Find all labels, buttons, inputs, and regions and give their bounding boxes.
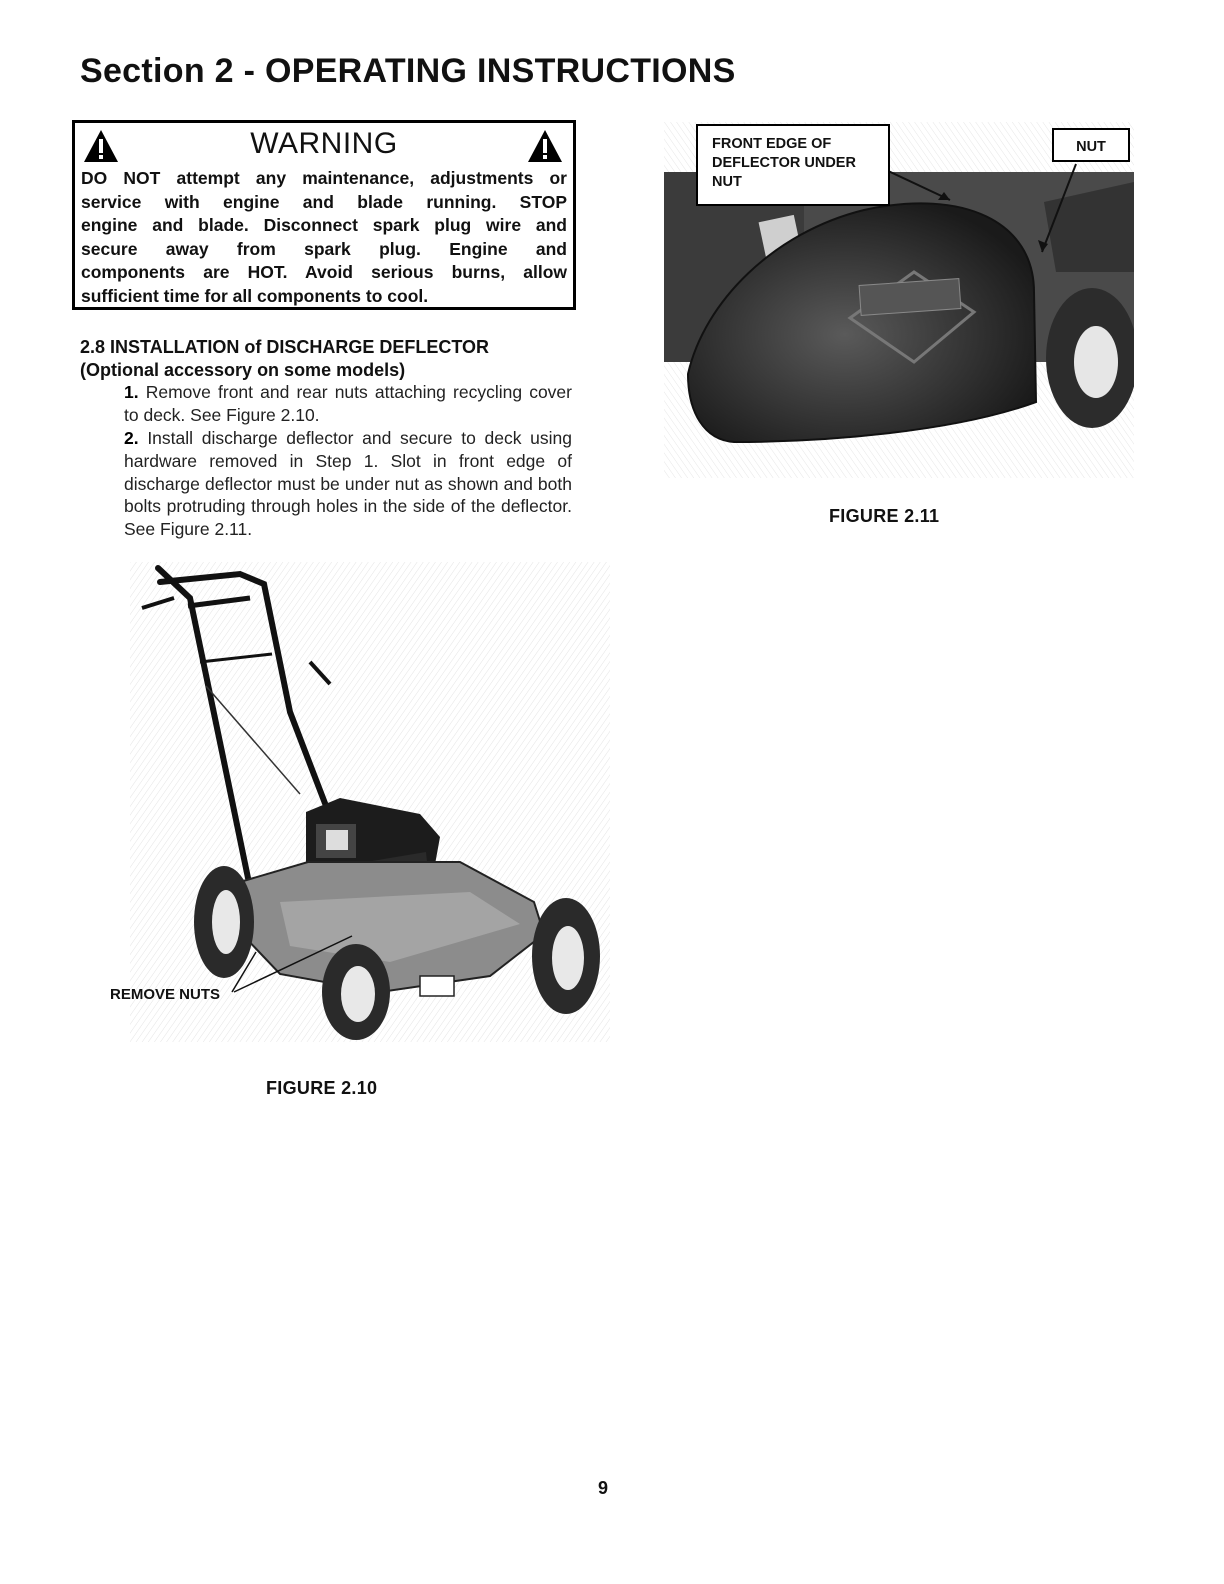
warning-line: secure away from spark plug. Engine and — [81, 238, 567, 259]
step-item — [124, 427, 572, 541]
nut-callout: NUT — [1052, 128, 1130, 162]
page-title: Section 2 - OPERATING INSTRUCTIONS — [80, 52, 736, 90]
remove-nuts-callout: REMOVE NUTS — [110, 986, 221, 1003]
step-text: Install discharge deflector and secure to deck using hardware removed in Step 1. Slot in front edge of discharge deflector must be under nut as shown and both bolts protruding through holes in the side of the deflector. See Figure 2.11. — [124, 428, 572, 540]
page-number: 9 — [598, 1478, 609, 1498]
callout-line: NUT — [712, 174, 742, 190]
section-heading — [80, 336, 489, 382]
callout-line: DEFLECTOR UNDER — [712, 155, 856, 171]
warning-header — [75, 127, 573, 167]
warning-triangle-icon — [527, 129, 563, 163]
step-item — [124, 381, 572, 427]
figure-caption: FIGURE 2.11 — [829, 506, 940, 526]
step-number: 1. — [124, 382, 139, 402]
section-subtitle: (Optional accessory on some models) — [80, 360, 406, 380]
front-edge-callout — [696, 124, 890, 206]
warning-box — [72, 120, 576, 310]
callout-line: FRONT EDGE OF — [712, 136, 832, 152]
section-title: 2.8 INSTALLATION of DISCHARGE DEFLECTOR — [80, 337, 490, 357]
warning-line: DO NOT attempt any maintenance, adjustments or — [81, 168, 567, 188]
lawn-mower-figure — [130, 562, 610, 1042]
step-text: Remove front and rear nuts attaching recycling cover to deck. See Figure 2.10. — [124, 382, 572, 425]
step-number: 2. — [124, 428, 139, 448]
warning-line: components are HOT. Avoid serious burns, allow — [81, 262, 567, 282]
warning-text — [81, 167, 567, 308]
warning-line: engine and blade. Disconnect spark plug wire and — [81, 215, 567, 235]
warning-title: WARNING — [250, 127, 398, 160]
figure-caption: FIGURE 2.10 — [266, 1078, 378, 1098]
warning-line: service with engine and blade running. STOP — [81, 191, 567, 212]
warning-line: sufficient time for all components to cool. — [81, 285, 429, 306]
